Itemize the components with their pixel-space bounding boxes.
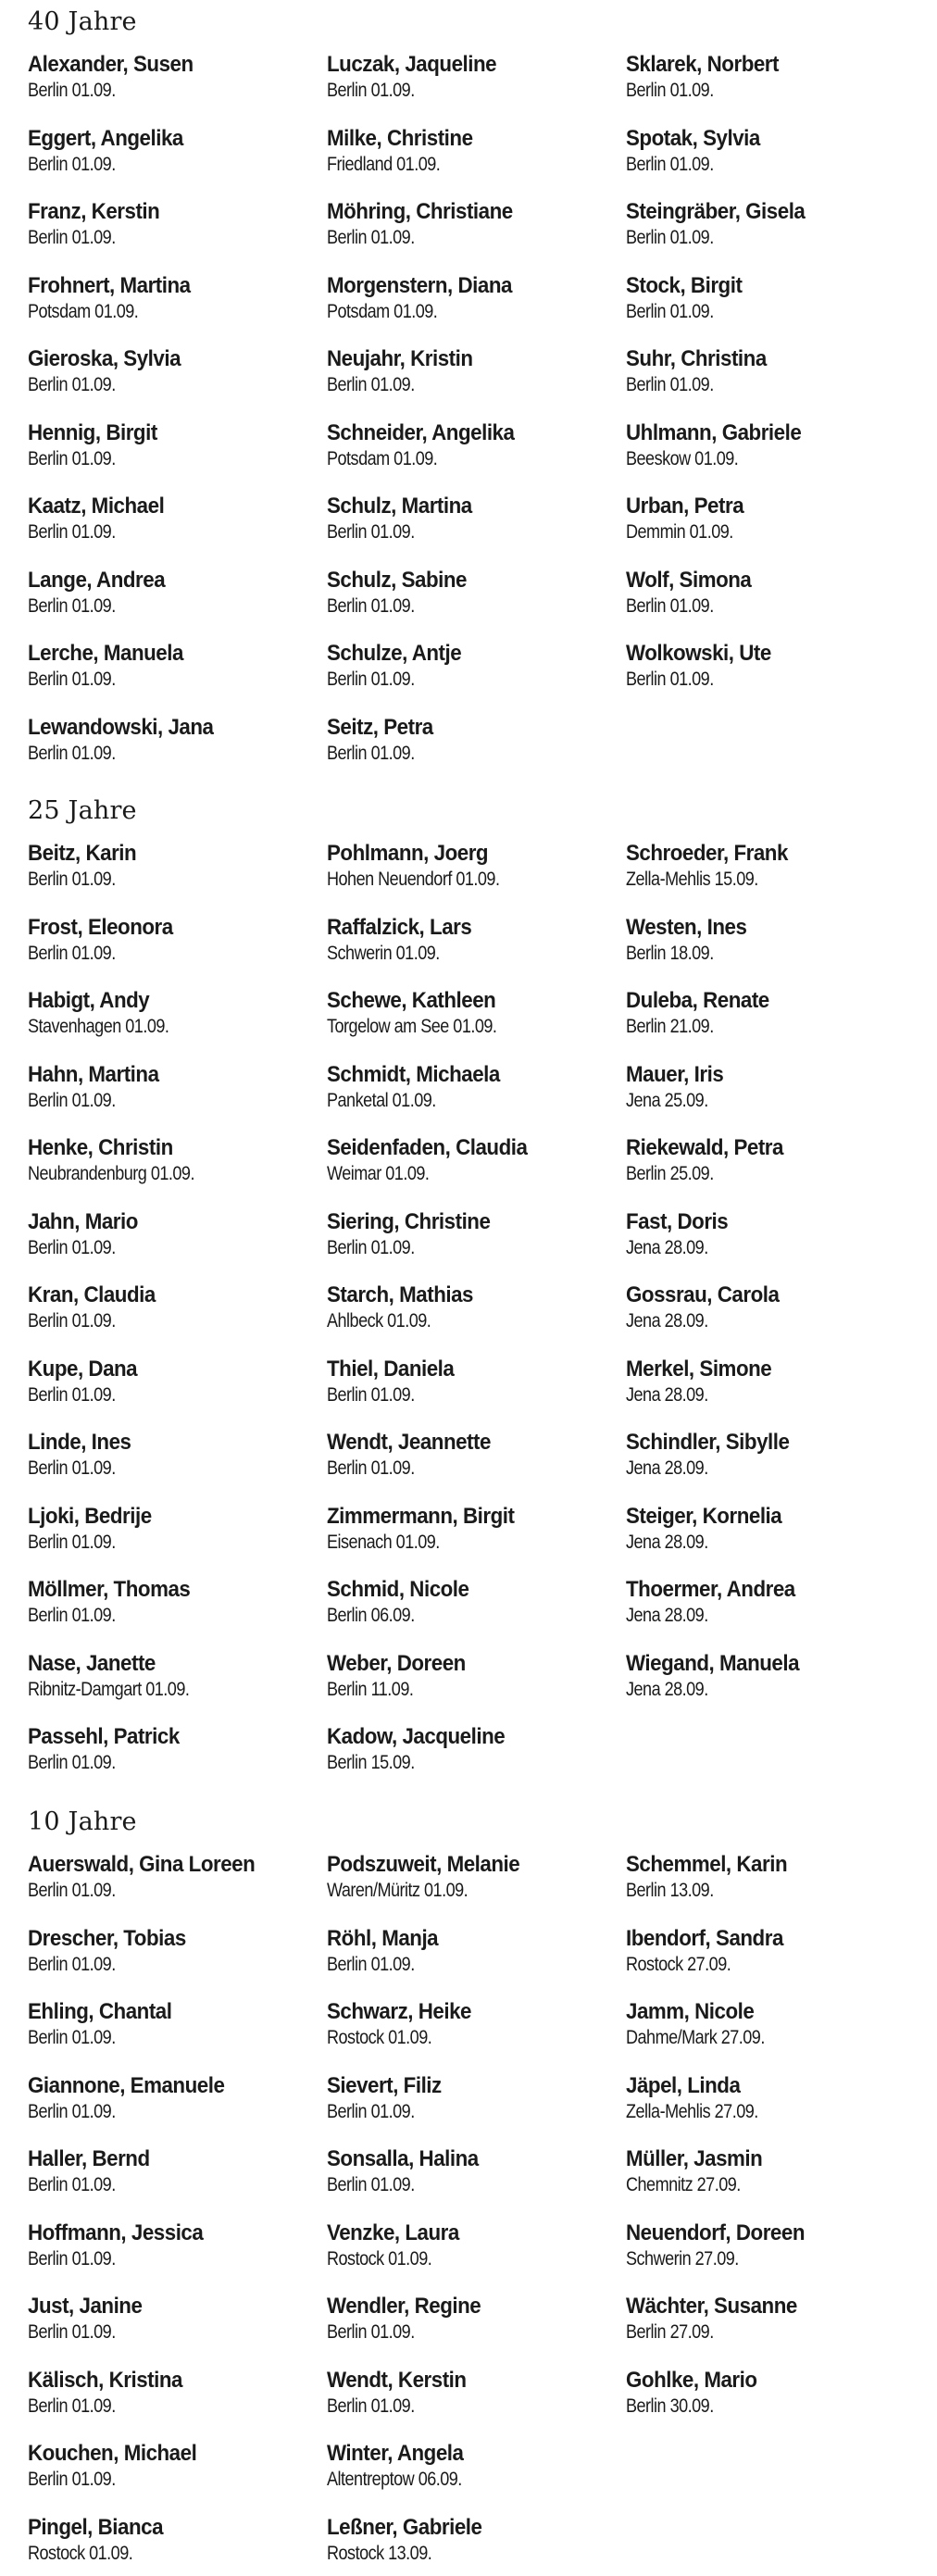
person-name: Zimmermann, Birgit [327,1504,515,1529]
list-item [327,1503,618,1555]
person-name: Luczak, Jaqueline [327,52,497,77]
place-date: Berlin 01.09. [28,2321,116,2343]
person-name: Röhl, Manja [327,1926,439,1951]
person-name: Giannone, Emanuele [28,2073,225,2098]
person-name: Steiger, Kornelia [626,1504,782,1529]
person-name: Henke, Christin [28,1135,173,1160]
person-name: Venzke, Laura [327,2220,459,2245]
place-date: Berlin 01.09. [28,1880,116,1901]
person-name: Linde, Ines [28,1430,131,1455]
place-date: Zella-Mehlis 27.09. [626,2101,758,2122]
person-name: Ehling, Chantal [28,1999,172,2024]
place-date: Berlin 01.09. [327,521,415,543]
list-item [28,419,319,471]
place-date: Waren/Müritz 01.09. [327,1880,468,1901]
list-item [28,840,319,892]
person-name: Spotak, Sylvia [626,126,760,151]
list-item [28,2440,319,2492]
person-name: Winter, Angela [327,2441,464,2466]
list-item [626,272,918,324]
place-date: Berlin 01.09. [626,80,714,101]
list-item [28,2367,319,2419]
person-name: Neujahr, Kristin [327,346,473,371]
person-name: Westen, Ines [626,915,747,940]
person-name: Wolf, Simona [626,568,752,593]
person-name: Kran, Claudia [28,1282,156,1307]
person-name: Fast, Doris [626,1209,729,1234]
list-item [626,1503,918,1555]
list-item [327,2145,618,2197]
list-item [327,419,618,471]
person-name: Franz, Kerstin [28,199,160,224]
person-name: Kadow, Jacqueline [327,1724,506,1749]
list-item [28,1576,319,1628]
list-item [626,987,918,1039]
list-item [626,493,918,544]
place-date: Berlin 30.09. [626,2395,714,2417]
place-date: Panketal 01.09. [327,1090,436,1111]
place-date: Rostock 27.09. [626,1954,731,1975]
person-name: Pohlmann, Joerg [327,841,489,866]
list-item [327,567,618,619]
person-name: Gieroska, Sylvia [28,346,181,371]
list-item [327,2072,618,2124]
list-item [28,2145,319,2197]
place-date: Berlin 01.09. [626,374,714,395]
person-name: Haller, Bernd [28,2146,150,2171]
person-name: Drescher, Tobias [28,1926,186,1951]
list-item [327,2514,618,2566]
place-date: Jena 25.09. [626,1090,708,1111]
place-date: Berlin 01.09. [28,669,116,690]
person-name: Morgenstern, Diana [327,273,512,298]
person-name: Lewandowski, Jana [28,715,214,740]
person-name: Schneider, Angelika [327,420,515,445]
place-date: Berlin 01.09. [327,1457,415,1479]
place-date: Berlin 13.09. [626,1880,714,1901]
place-date: Stavenhagen 01.09. [28,1016,169,1037]
place-date: Berlin 01.09. [626,301,714,322]
list-item [626,1576,918,1628]
person-name: Siering, Christine [327,1209,491,1234]
place-date: Berlin 01.09. [327,1237,415,1258]
list-item [28,1282,319,1333]
list-item [327,2367,618,2419]
list-item [626,2072,918,2124]
place-date: Berlin 01.09. [327,2101,415,2122]
place-date: Berlin 01.09. [28,2027,116,2048]
person-name: Thoermer, Andrea [626,1577,795,1602]
list-item [28,2072,319,2124]
person-name: Sievert, Filiz [327,2073,442,2098]
list-item [327,51,618,103]
section-title: 40 Jahre [28,7,137,36]
list-item [626,1998,918,2050]
list-item [327,1208,618,1260]
place-date: Berlin 01.09. [327,669,415,690]
list-item [28,345,319,397]
list-item [626,1061,918,1113]
list-item [28,1208,319,1260]
person-name: Möllmer, Thomas [28,1577,191,1602]
list-item [327,1061,618,1113]
person-name: Wendt, Jeannette [327,1430,491,1455]
person-name: Milke, Christine [327,126,473,151]
place-date: Jena 28.09. [626,1532,708,1553]
list-item [626,640,918,692]
place-date: Berlin 01.09. [327,1954,415,1975]
place-date: Rostock 01.09. [28,2543,133,2564]
person-name: Urban, Petra [626,494,744,519]
person-name: Frohnert, Martina [28,273,191,298]
list-item [327,987,618,1039]
list-item [626,125,918,177]
place-date: Berlin 01.09. [28,869,116,890]
place-date: Berlin 01.09. [28,80,116,101]
list-item [327,2220,618,2271]
person-name: Riekewald, Petra [626,1135,783,1160]
list-item [28,1429,319,1481]
person-name: Schulz, Martina [327,494,472,519]
place-date: Berlin 01.09. [28,154,116,175]
place-date: Berlin 01.09. [28,1954,116,1975]
person-name: Kupe, Dana [28,1357,138,1382]
list-item [626,345,918,397]
person-name: Passehl, Patrick [28,1724,180,1749]
place-date: Schwerin 27.09. [626,2248,739,2270]
person-name: Hennig, Birgit [28,420,157,445]
place-date: Jena 28.09. [626,1384,708,1406]
place-date: Eisenach 01.09. [327,1532,440,1553]
place-date: Berlin 01.09. [28,1457,116,1479]
person-name: Wiegand, Manuela [626,1651,800,1676]
place-date: Potsdam 01.09. [28,301,139,322]
list-item [327,1134,618,1186]
place-date: Demmin 01.09. [626,521,733,543]
person-name: Kaatz, Michael [28,494,165,519]
person-name: Kälisch, Kristina [28,2368,182,2393]
person-name: Schindler, Sibylle [626,1430,790,1455]
place-date: Berlin 01.09. [28,743,116,764]
place-date: Altentreptow 06.09. [327,2469,462,2490]
list-item [327,1429,618,1481]
list-item [327,272,618,324]
place-date: Berlin 25.09. [626,1163,714,1184]
place-date: Berlin 01.09. [28,448,116,469]
list-item [327,125,618,177]
person-name: Wolkowski, Ute [626,641,771,666]
list-item [626,2145,918,2197]
place-date: Berlin 21.09. [626,1016,714,1037]
person-name: Frost, Eleonora [28,915,173,940]
place-date: Berlin 01.09. [28,1237,116,1258]
list-item [626,1134,918,1186]
person-name: Duleba, Renate [626,988,769,1013]
place-date: Berlin 01.09. [28,374,116,395]
person-name: Gohlke, Mario [626,2368,757,2393]
list-item [28,1723,319,1775]
list-item [626,1208,918,1260]
list-item [626,1356,918,1407]
place-date: Ahlbeck 01.09. [327,1310,431,1332]
place-date: Berlin 01.09. [327,80,415,101]
place-date: Berlin 15.09. [327,1752,415,1773]
person-name: Alexander, Susen [28,52,194,77]
place-date: Berlin 01.09. [327,1384,415,1406]
person-name: Uhlmann, Gabriele [626,420,802,445]
place-date: Berlin 01.09. [626,227,714,248]
place-date: Potsdam 01.09. [327,301,438,322]
person-name: Nase, Janette [28,1651,156,1676]
person-name: Habigt, Andy [28,988,150,1013]
person-name: Auerswald, Gina Loreen [28,1852,256,1877]
person-name: Jahn, Mario [28,1209,138,1234]
place-date: Berlin 01.09. [28,595,116,617]
place-date: Neubrandenburg 01.09. [28,1163,194,1184]
list-item [327,1998,618,2050]
place-date: Rostock 01.09. [327,2027,432,2048]
list-item [626,1650,918,1702]
list-item [28,2514,319,2566]
list-item [327,1650,618,1702]
place-date: Berlin 01.09. [28,1752,116,1773]
place-date: Berlin 11.09. [327,1679,414,1700]
person-name: Weber, Doreen [327,1651,466,1676]
list-item [626,419,918,471]
person-name: Wendler, Regine [327,2294,481,2319]
person-name: Gossrau, Carola [626,1282,780,1307]
person-name: Möhring, Christiane [327,199,513,224]
person-name: Beitz, Karin [28,841,137,866]
list-item [28,2220,319,2271]
list-item [327,914,618,966]
place-date: Berlin 01.09. [28,1384,116,1406]
place-date: Friedland 01.09. [327,154,441,175]
place-date: Berlin 01.09. [327,743,415,764]
list-item [327,2440,618,2492]
person-name: Schroeder, Frank [626,841,788,866]
person-name: Neuendorf, Doreen [626,2220,806,2245]
list-item [626,1282,918,1333]
list-item [626,840,918,892]
person-name: Lerche, Manuela [28,641,183,666]
person-name: Schulz, Sabine [327,568,468,593]
person-name: Seitz, Petra [327,715,433,740]
place-date: Potsdam 01.09. [327,448,438,469]
place-date: Berlin 01.09. [28,2248,116,2270]
place-date: Hohen Neuendorf 01.09. [327,869,500,890]
list-item [327,1851,618,1903]
person-name: Hahn, Martina [28,1062,159,1087]
person-name: Merkel, Simone [626,1357,772,1382]
person-name: Jäpel, Linda [626,2073,741,2098]
person-name: Lange, Andrea [28,568,166,593]
list-item [28,1134,319,1186]
place-date: Berlin 01.09. [28,2395,116,2417]
person-name: Schwarz, Heike [327,1999,472,2024]
list-item [28,1061,319,1113]
place-date: Jena 28.09. [626,1310,708,1332]
list-item [626,2220,918,2271]
list-item [327,1925,618,1977]
section-title: 25 Jahre [28,796,137,825]
person-name: Schmid, Nicole [327,1577,469,1602]
person-name: Schewe, Kathleen [327,988,496,1013]
person-name: Raffalzick, Lars [327,915,472,940]
place-date: Berlin 01.09. [28,2101,116,2122]
place-date: Schwerin 01.09. [327,943,440,964]
person-name: Leßner, Gabriele [327,2515,482,2540]
person-name: Eggert, Angelika [28,126,183,151]
place-date: Berlin 01.09. [327,374,415,395]
place-date: Berlin 01.09. [327,227,415,248]
place-date: Berlin 01.09. [28,2174,116,2195]
place-date: Rostock 13.09. [327,2543,432,2564]
list-item [327,840,618,892]
person-name: Ibendorf, Sandra [626,1926,783,1951]
list-item [28,198,319,250]
place-date: Beeskow 01.09. [626,448,739,469]
place-date: Berlin 01.09. [626,154,714,175]
place-date: Berlin 01.09. [327,2321,415,2343]
list-item [28,1356,319,1407]
person-name: Just, Janine [28,2294,143,2319]
list-item [327,714,618,766]
place-date: Berlin 01.09. [28,1605,116,1626]
list-item [327,345,618,397]
person-name: Sklarek, Norbert [626,52,780,77]
person-name: Thiel, Daniela [327,1357,455,1382]
place-date: Berlin 01.09. [626,669,714,690]
list-item [626,914,918,966]
place-date: Berlin 01.09. [327,2395,415,2417]
list-item [327,1723,618,1775]
list-item [626,2367,918,2419]
person-name: Suhr, Christina [626,346,767,371]
list-item [28,51,319,103]
person-name: Wendt, Kerstin [327,2368,467,2393]
place-date: Zella-Mehlis 15.09. [626,869,758,890]
section-title: 10 Jahre [28,1807,137,1836]
person-name: Schulze, Antje [327,641,462,666]
person-name: Steingräber, Gisela [626,199,806,224]
person-name: Hoffmann, Jessica [28,2220,204,2245]
person-name: Sonsalla, Halina [327,2146,479,2171]
place-date: Berlin 01.09. [327,2174,415,2195]
list-item [327,2293,618,2345]
list-item [28,493,319,544]
person-name: Starch, Mathias [327,1282,473,1307]
place-date: Berlin 01.09. [28,1090,116,1111]
place-date: Berlin 01.09. [28,2469,116,2490]
list-item [626,51,918,103]
list-item [626,1851,918,1903]
place-date: Berlin 01.09. [28,1310,116,1332]
list-item [28,914,319,966]
list-item [327,493,618,544]
list-item [327,198,618,250]
list-item [28,272,319,324]
place-date: Jena 28.09. [626,1237,708,1258]
place-date: Berlin 01.09. [327,595,415,617]
place-date: Weimar 01.09. [327,1163,430,1184]
list-item [28,640,319,692]
person-name: Stock, Birgit [626,273,743,298]
place-date: Chemnitz 27.09. [626,2174,741,2195]
place-date: Rostock 01.09. [327,2248,432,2270]
place-date: Jena 28.09. [626,1605,708,1626]
place-date: Ribnitz-Damgart 01.09. [28,1679,190,1700]
person-name: Wächter, Susanne [626,2294,797,2319]
list-item [28,1998,319,2050]
list-item [28,987,319,1039]
list-item [327,640,618,692]
place-date: Berlin 01.09. [626,595,714,617]
list-item [327,1576,618,1628]
person-name: Pingel, Bianca [28,2515,164,2540]
person-name: Schmidt, Michaela [327,1062,500,1087]
list-item [327,1282,618,1333]
person-name: Ljoki, Bedrije [28,1504,152,1529]
person-name: Jamm, Nicole [626,1999,755,2024]
list-item [28,714,319,766]
place-date: Jena 28.09. [626,1457,708,1479]
list-item [28,125,319,177]
person-name: Schemmel, Karin [626,1852,788,1877]
list-item [28,2293,319,2345]
person-name: Kouchen, Michael [28,2441,197,2466]
list-item [28,567,319,619]
person-name: Mauer, Iris [626,1062,724,1087]
list-item [28,1503,319,1555]
place-date: Torgelow am See 01.09. [327,1016,497,1037]
place-date: Berlin 27.09. [626,2321,714,2343]
place-date: Dahme/Mark 27.09. [626,2027,765,2048]
list-item [626,2293,918,2345]
list-item [28,1925,319,1977]
list-item [626,198,918,250]
list-item [626,1429,918,1481]
place-date: Berlin 01.09. [28,521,116,543]
list-item [28,1650,319,1702]
place-date: Berlin 01.09. [28,943,116,964]
place-date: Berlin 06.09. [327,1605,415,1626]
person-name: Podszuweit, Melanie [327,1852,520,1877]
list-item [327,1356,618,1407]
person-name: Seidenfaden, Claudia [327,1135,528,1160]
place-date: Berlin 01.09. [28,227,116,248]
place-date: Berlin 01.09. [28,1532,116,1553]
list-item [28,1851,319,1903]
list-item [626,567,918,619]
place-date: Berlin 18.09. [626,943,714,964]
person-name: Müller, Jasmin [626,2146,763,2171]
place-date: Jena 28.09. [626,1679,708,1700]
list-item [626,1925,918,1977]
